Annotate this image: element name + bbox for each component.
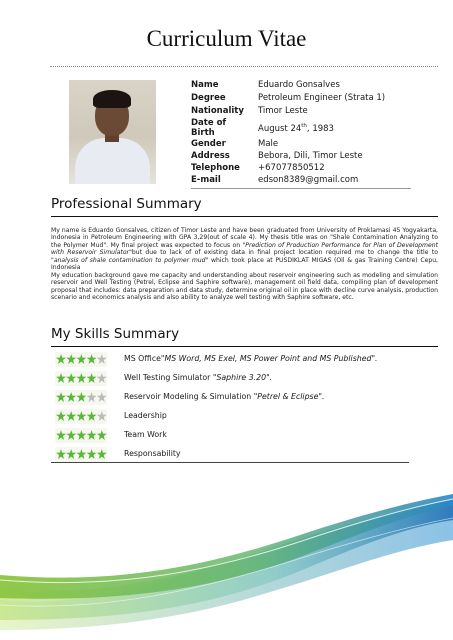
star-icon: [76, 411, 86, 421]
star-icon: [87, 354, 97, 364]
star-icon: [56, 411, 66, 421]
star-icon: [56, 430, 66, 440]
info-label: Name: [191, 80, 219, 90]
info-label: E-mail: [191, 175, 221, 185]
star-icon: [66, 373, 76, 383]
star-icon: [87, 373, 97, 383]
info-label: Date of Birth: [191, 118, 227, 138]
star-icon: [97, 392, 107, 402]
skill-rating: [55, 428, 107, 443]
star-icon: [56, 449, 66, 459]
star-icon: [66, 449, 76, 459]
skill-rating: [55, 352, 107, 367]
skill-item: [55, 428, 410, 447]
title-divider: [50, 66, 438, 67]
skill-label: Reservoir Modeling & Simulation "Petrel & Eclipse".: [124, 392, 325, 401]
star-icon: [97, 373, 107, 383]
star-icon: [97, 430, 107, 440]
skill-label: Responsability: [124, 449, 181, 458]
star-icon: [76, 354, 86, 364]
summary-paragraph-2: My education background gave me capacity and understanding about reservoir engineering such as modeling and simulation reservoir and Well Testing (Petrel, Eclipse and Saphire software), management oil field data, compiling plan of development proposal that includes: data preparation and data study, determine original oil in place with decline curve analysis, production scenario and economics analysis and also ability to analyze well testing with Saphire software, etc.: [51, 272, 438, 302]
star-icon: [66, 411, 76, 421]
info-value: +67077850512: [258, 163, 325, 173]
skill-item: [55, 352, 410, 371]
info-label: Nationality: [191, 106, 244, 116]
star-icon: [56, 392, 66, 402]
star-icon: [76, 449, 86, 459]
star-icon: [87, 392, 97, 402]
info-label: Address: [191, 151, 230, 161]
star-icon: [97, 411, 107, 421]
skill-item: [55, 447, 410, 466]
skill-label: Team Work: [124, 430, 167, 439]
skill-label: Leadership: [124, 411, 167, 420]
skill-label: Well Testing Simulator "Saphire 3.20".: [124, 373, 273, 382]
info-value: edson8389@gmail.com: [258, 175, 359, 185]
star-icon: [76, 373, 86, 383]
skill-rating: [55, 447, 107, 462]
info-value: Timor Leste: [258, 106, 308, 116]
star-icon: [76, 392, 86, 402]
info-label: Degree: [191, 93, 226, 103]
skill-rating: [55, 390, 107, 405]
section-divider: [51, 346, 438, 347]
star-icon: [97, 449, 107, 459]
star-icon: [56, 373, 66, 383]
info-value: August 24th, 1983: [258, 123, 334, 134]
star-icon: [97, 354, 107, 364]
section-divider: [51, 216, 438, 217]
skill-label: MS Office"MS Word, MS Exel, MS Power Point and MS Published".: [124, 354, 378, 363]
skill-item: [55, 409, 410, 428]
decorative-wave-graphic: [0, 480, 453, 640]
info-value: Petroleum Engineer (Strata 1): [258, 93, 386, 103]
skill-rating: [55, 409, 107, 424]
skills-divider: [51, 462, 409, 463]
section-title-professional-summary: Professional Summary: [51, 196, 202, 212]
star-icon: [66, 392, 76, 402]
section-title-skills-summary: My Skills Summary: [51, 326, 180, 342]
star-icon: [66, 354, 76, 364]
info-divider: [191, 188, 411, 189]
info-value: Bebora, Dili, Timor Leste: [258, 151, 363, 161]
summary-paragraph-1: My name is Eduardo Gonsalves, citizen of Timor Leste and have been graduated from University of Proklamasi 45 Yogyakarta, Indonesia in Petroleum Engineering with GPA 3,29(out of scale 4). My thesis title was on "Shale Contamination Analyzing to the Polymer Mud". My final project was expected to focus on "Prediction of Production Performance for Plan of Development with Reservoir Simulator"but due to lack of of existing data in final project location required me to change the title to "analysis of shale contamination to polymer mud" which took place at PUSDIKLAT MIGAS (Oil & gas Training Centre) Cepu, Indonesia: [51, 227, 438, 272]
star-icon: [87, 430, 97, 440]
skill-rating: [55, 371, 107, 386]
info-label: Telephone: [191, 163, 240, 173]
star-icon: [87, 411, 97, 421]
star-icon: [66, 430, 76, 440]
star-icon: [56, 354, 66, 364]
info-value: Male: [258, 139, 279, 149]
info-value: Eduardo Gonsalves: [258, 80, 340, 90]
star-icon: [76, 430, 86, 440]
star-icon: [87, 449, 97, 459]
skill-item: [55, 371, 410, 390]
skill-item: [55, 390, 410, 409]
page-title: Curriculum Vitae: [146, 26, 307, 51]
profile-photo: [69, 80, 156, 184]
info-label: Gender: [191, 139, 226, 149]
